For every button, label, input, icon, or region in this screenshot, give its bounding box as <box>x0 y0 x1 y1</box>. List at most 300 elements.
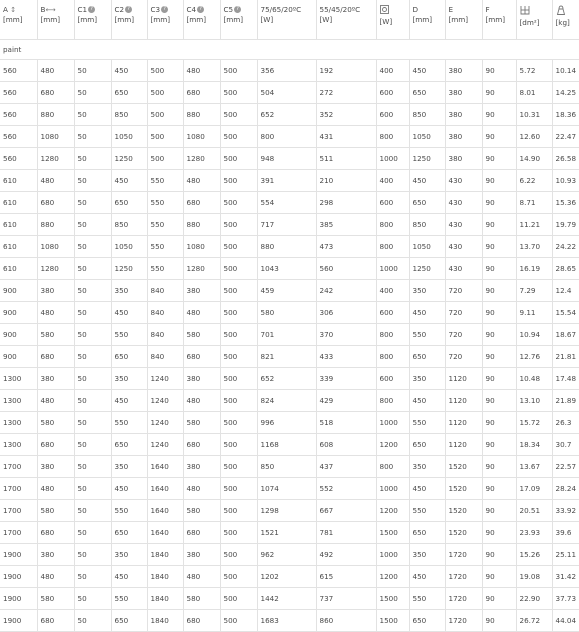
table-cell: 437 <box>316 456 376 478</box>
table-cell: 1050 <box>111 236 147 258</box>
table-cell: 350 <box>409 368 445 390</box>
table-cell: 1120 <box>445 434 482 456</box>
table-cell: 720 <box>445 280 482 302</box>
table-cell: 800 <box>376 324 409 346</box>
header-e-unit: [mm] <box>448 15 469 24</box>
table-cell: 500 <box>220 390 257 412</box>
table-cell: 24.22 <box>552 236 579 258</box>
table-cell: 90 <box>482 192 516 214</box>
table-cell: 22.47 <box>552 126 579 148</box>
table-cell: 50 <box>74 434 111 456</box>
table-cell: 1700 <box>0 478 37 500</box>
table-cell: 20.51 <box>516 500 552 522</box>
table-cell: 9.11 <box>516 302 552 324</box>
table-cell: 500 <box>220 126 257 148</box>
table-cell: 720 <box>445 324 482 346</box>
table-cell: 50 <box>74 324 111 346</box>
table-cell: 1640 <box>147 478 183 500</box>
header-d-unit: [mm] <box>412 15 433 24</box>
table-cell: 50 <box>74 126 111 148</box>
header-c5-label: C5 <box>223 5 234 14</box>
table-cell: 900 <box>0 346 37 368</box>
header-c1 <box>74 0 111 40</box>
table-cell: 12.76 <box>516 346 552 368</box>
table-cell: 610 <box>0 214 37 236</box>
table-cell: 1240 <box>147 434 183 456</box>
table-cell: 480 <box>37 390 74 412</box>
header-power-75-label: 75/65/20ºC <box>260 5 302 14</box>
table-cell: 492 <box>316 544 376 566</box>
table-cell: 450 <box>409 390 445 412</box>
table-cell: 615 <box>316 566 376 588</box>
table-cell: 1240 <box>147 412 183 434</box>
table-cell: 680 <box>183 610 220 632</box>
table-cell: 1520 <box>445 478 482 500</box>
table-cell: 840 <box>147 346 183 368</box>
header-power-55 <box>316 0 376 40</box>
table-cell: 10.94 <box>516 324 552 346</box>
table-cell: 450 <box>111 478 147 500</box>
table-cell: 31.42 <box>552 566 579 588</box>
table-cell: 370 <box>316 324 376 346</box>
table-row <box>0 104 579 126</box>
table-cell: 50 <box>74 368 111 390</box>
table-cell: 850 <box>409 104 445 126</box>
table-cell: 1300 <box>0 390 37 412</box>
table-row <box>0 346 579 368</box>
table-cell: 1500 <box>376 522 409 544</box>
table-cell: 12.4 <box>552 280 579 302</box>
table-cell: 600 <box>376 82 409 104</box>
header-f <box>482 0 516 40</box>
table-cell: 450 <box>409 302 445 324</box>
table-row <box>0 456 579 478</box>
table-cell: 1900 <box>0 544 37 566</box>
table-cell: 10.31 <box>516 104 552 126</box>
table-cell: 652 <box>257 104 316 126</box>
table-cell: 550 <box>111 412 147 434</box>
table-row <box>0 522 579 544</box>
table-cell: 500 <box>147 126 183 148</box>
table-cell: 680 <box>183 346 220 368</box>
table-cell: 650 <box>409 610 445 632</box>
table-cell: 550 <box>147 192 183 214</box>
info-icon[interactable]: ? <box>125 6 132 13</box>
table-cell: 18.34 <box>516 434 552 456</box>
table-cell: 1000 <box>376 412 409 434</box>
header-a-label: A <box>3 5 8 14</box>
table-cell: 948 <box>257 148 316 170</box>
table-cell: 15.36 <box>552 192 579 214</box>
table-cell: 16.19 <box>516 258 552 280</box>
table-cell: 1000 <box>376 544 409 566</box>
table-cell: 800 <box>376 390 409 412</box>
table-cell: 480 <box>183 478 220 500</box>
info-icon[interactable]: ? <box>197 6 204 13</box>
table-cell: 28.65 <box>552 258 579 280</box>
table-cell: 600 <box>376 302 409 324</box>
table-cell: 30.7 <box>552 434 579 456</box>
table-cell: 504 <box>257 82 316 104</box>
table-cell: 518 <box>316 412 376 434</box>
table-row <box>0 126 579 148</box>
width-arrow-icon: ⟷ <box>45 6 56 14</box>
header-c2-label: C2 <box>114 5 125 14</box>
header-weight-unit: [kg] <box>555 18 570 27</box>
table-cell: 1840 <box>147 610 183 632</box>
table-cell: 650 <box>111 346 147 368</box>
table-cell: 14.90 <box>516 148 552 170</box>
table-cell: 192 <box>316 60 376 82</box>
table-cell: 17.09 <box>516 478 552 500</box>
table-cell: 650 <box>111 610 147 632</box>
table-row <box>0 390 579 412</box>
table-cell: 1700 <box>0 456 37 478</box>
table-cell: 480 <box>37 566 74 588</box>
table-cell: 680 <box>37 522 74 544</box>
table-cell: 850 <box>409 214 445 236</box>
table-cell: 450 <box>409 566 445 588</box>
table-cell: 90 <box>482 610 516 632</box>
table-cell: 11.21 <box>516 214 552 236</box>
table-cell: 500 <box>220 280 257 302</box>
table-cell: 306 <box>316 302 376 324</box>
table-cell: 1080 <box>183 126 220 148</box>
table-cell: 500 <box>220 82 257 104</box>
table-row <box>0 60 579 82</box>
table-cell: 500 <box>220 412 257 434</box>
table-cell: 37.73 <box>552 588 579 610</box>
table-cell: 90 <box>482 258 516 280</box>
table-cell: 610 <box>0 192 37 214</box>
table-cell: 356 <box>257 60 316 82</box>
header-area <box>516 0 552 40</box>
table-cell: 450 <box>111 170 147 192</box>
table-cell: 350 <box>409 456 445 478</box>
table-cell: 1200 <box>376 566 409 588</box>
table-cell: 1120 <box>445 412 482 434</box>
table-cell: 50 <box>74 456 111 478</box>
table-cell: 380 <box>445 82 482 104</box>
table-row <box>0 368 579 390</box>
table-row <box>0 324 579 346</box>
table-cell: 1080 <box>37 126 74 148</box>
header-d-label: D <box>412 5 419 14</box>
table-cell: 15.54 <box>552 302 579 324</box>
table-cell: 720 <box>445 346 482 368</box>
table-cell: 39.6 <box>552 522 579 544</box>
table-cell: 50 <box>74 82 111 104</box>
table-cell: 600 <box>376 104 409 126</box>
table-cell: 500 <box>220 236 257 258</box>
table-cell: 580 <box>37 324 74 346</box>
table-cell: 22.90 <box>516 588 552 610</box>
table-cell: 500 <box>220 456 257 478</box>
table-cell: 1720 <box>445 610 482 632</box>
table-cell: 90 <box>482 126 516 148</box>
header-b-label: B <box>40 5 46 14</box>
header-row <box>0 0 579 40</box>
table-cell: 50 <box>74 192 111 214</box>
table-cell: 17.48 <box>552 368 579 390</box>
table-cell: 12.60 <box>516 126 552 148</box>
table-cell: 350 <box>409 544 445 566</box>
table-cell: 1640 <box>147 456 183 478</box>
weight-icon <box>556 5 566 18</box>
table-cell: 1050 <box>409 126 445 148</box>
section-row-paint <box>0 40 579 60</box>
table-cell: 380 <box>445 148 482 170</box>
table-cell: 15.26 <box>516 544 552 566</box>
table-row <box>0 478 579 500</box>
table-cell: 680 <box>37 610 74 632</box>
table-cell: 580 <box>183 324 220 346</box>
table-cell: 1520 <box>445 500 482 522</box>
table-cell: 800 <box>376 236 409 258</box>
header-b <box>37 0 74 40</box>
table-row <box>0 588 579 610</box>
table-cell: 500 <box>220 192 257 214</box>
table-cell: 500 <box>147 82 183 104</box>
table-cell: 600 <box>376 192 409 214</box>
table-cell: 824 <box>257 390 316 412</box>
table-cell: 90 <box>482 522 516 544</box>
table-cell: 667 <box>316 500 376 522</box>
table-cell: 380 <box>183 368 220 390</box>
radiator-area-icon <box>520 5 530 18</box>
table-cell: 1300 <box>0 412 37 434</box>
table-cell: 19.79 <box>552 214 579 236</box>
table-cell: 1300 <box>0 434 37 456</box>
table-cell: 550 <box>147 214 183 236</box>
table-cell: 1840 <box>147 588 183 610</box>
table-cell: 25.11 <box>552 544 579 566</box>
table-cell: 339 <box>316 368 376 390</box>
table-cell: 550 <box>147 258 183 280</box>
table-cell: 50 <box>74 280 111 302</box>
header-c4-unit: [mm] <box>186 15 207 24</box>
header-c5-unit: [mm] <box>223 15 244 24</box>
table-row <box>0 148 579 170</box>
table-cell: 1250 <box>409 148 445 170</box>
header-c2 <box>111 0 147 40</box>
table-cell: 1120 <box>445 390 482 412</box>
table-cell: 350 <box>111 368 147 390</box>
info-icon[interactable]: ? <box>161 6 168 13</box>
table-cell: 50 <box>74 412 111 434</box>
table-cell: 900 <box>0 302 37 324</box>
table-cell: 21.89 <box>552 390 579 412</box>
header-power-w <box>376 0 409 40</box>
table-cell: 480 <box>183 390 220 412</box>
table-cell: 14.25 <box>552 82 579 104</box>
table-cell: 13.10 <box>516 390 552 412</box>
table-cell: 391 <box>257 170 316 192</box>
table-cell: 1080 <box>183 236 220 258</box>
table-cell: 50 <box>74 610 111 632</box>
table-cell: 500 <box>220 148 257 170</box>
table-cell: 500 <box>220 478 257 500</box>
table-cell: 21.81 <box>552 346 579 368</box>
table-cell: 650 <box>111 522 147 544</box>
info-icon[interactable]: ? <box>234 6 241 13</box>
table-cell: 800 <box>376 214 409 236</box>
table-cell: 90 <box>482 368 516 390</box>
table-cell: 90 <box>482 148 516 170</box>
header-f-unit: [mm] <box>485 15 506 24</box>
table-cell: 560 <box>316 258 376 280</box>
table-cell: 500 <box>220 60 257 82</box>
table-cell: 50 <box>74 214 111 236</box>
table-cell: 1280 <box>183 148 220 170</box>
table-cell: 272 <box>316 82 376 104</box>
table-cell: 1000 <box>376 478 409 500</box>
header-c1-label: C1 <box>77 5 88 14</box>
table-cell: 680 <box>37 192 74 214</box>
table-cell: 1240 <box>147 390 183 412</box>
table-cell: 1640 <box>147 500 183 522</box>
table-cell: 1640 <box>147 522 183 544</box>
table-cell: 1720 <box>445 566 482 588</box>
table-cell: 500 <box>220 544 257 566</box>
table-row <box>0 280 579 302</box>
table-cell: 701 <box>257 324 316 346</box>
table-cell: 90 <box>482 302 516 324</box>
header-c5 <box>220 0 257 40</box>
table-cell: 560 <box>0 60 37 82</box>
table-cell: 650 <box>409 82 445 104</box>
table-cell: 90 <box>482 60 516 82</box>
table-cell: 680 <box>183 192 220 214</box>
table-cell: 50 <box>74 236 111 258</box>
table-row <box>0 500 579 522</box>
header-power-w-unit: [W] <box>379 17 393 26</box>
table-cell: 880 <box>257 236 316 258</box>
table-cell: 650 <box>409 346 445 368</box>
table-cell: 380 <box>445 104 482 126</box>
table-cell: 26.58 <box>552 148 579 170</box>
table-cell: 550 <box>111 500 147 522</box>
table-cell: 500 <box>220 368 257 390</box>
table-cell: 1050 <box>409 236 445 258</box>
header-c3 <box>147 0 183 40</box>
table-cell: 380 <box>183 544 220 566</box>
table-cell: 1520 <box>445 456 482 478</box>
table-cell: 500 <box>220 258 257 280</box>
table-cell: 33.92 <box>552 500 579 522</box>
table-cell: 1700 <box>0 522 37 544</box>
table-cell: 500 <box>220 500 257 522</box>
table-cell: 90 <box>482 412 516 434</box>
table-cell: 880 <box>183 214 220 236</box>
table-cell: 50 <box>74 60 111 82</box>
header-power-75 <box>257 0 316 40</box>
table-cell: 380 <box>445 126 482 148</box>
table-cell: 50 <box>74 258 111 280</box>
table-cell: 1442 <box>257 588 316 610</box>
header-power-55-unit: [W] <box>319 15 333 24</box>
table-cell: 450 <box>111 566 147 588</box>
table-cell: 1200 <box>376 500 409 522</box>
table-row <box>0 566 579 588</box>
table-cell: 210 <box>316 170 376 192</box>
header-c2-unit: [mm] <box>114 15 135 24</box>
table-cell: 400 <box>376 280 409 302</box>
table-cell: 90 <box>482 566 516 588</box>
table-cell: 380 <box>37 280 74 302</box>
table-cell: 680 <box>37 346 74 368</box>
table-cell: 450 <box>409 478 445 500</box>
table-cell: 433 <box>316 346 376 368</box>
table-cell: 430 <box>445 170 482 192</box>
table-cell: 500 <box>147 104 183 126</box>
table-cell: 26.3 <box>552 412 579 434</box>
table-cell: 380 <box>37 544 74 566</box>
table-body <box>0 40 579 632</box>
table-cell: 608 <box>316 434 376 456</box>
table-cell: 580 <box>37 500 74 522</box>
table-cell: 1250 <box>111 258 147 280</box>
header-a <box>0 0 37 40</box>
table-cell: 1900 <box>0 566 37 588</box>
table-row <box>0 610 579 632</box>
table-cell: 450 <box>409 60 445 82</box>
table-cell: 350 <box>111 456 147 478</box>
table-cell: 1720 <box>445 544 482 566</box>
table-cell: 385 <box>316 214 376 236</box>
table-row <box>0 258 579 280</box>
table-cell: 480 <box>183 60 220 82</box>
table-cell: 652 <box>257 368 316 390</box>
table-cell: 90 <box>482 280 516 302</box>
table-cell: 350 <box>111 280 147 302</box>
table-cell: 680 <box>37 82 74 104</box>
table-cell: 554 <box>257 192 316 214</box>
table-cell: 90 <box>482 588 516 610</box>
table-header <box>0 0 579 40</box>
table-cell: 480 <box>183 170 220 192</box>
table-cell: 560 <box>0 104 37 126</box>
info-icon[interactable]: ? <box>88 6 95 13</box>
table-cell: 90 <box>482 324 516 346</box>
table-cell: 500 <box>147 148 183 170</box>
table-cell: 400 <box>376 170 409 192</box>
header-e <box>445 0 482 40</box>
table-cell: 1521 <box>257 522 316 544</box>
table-cell: 90 <box>482 170 516 192</box>
table-cell: 90 <box>482 346 516 368</box>
table-cell: 450 <box>409 170 445 192</box>
table-cell: 431 <box>316 126 376 148</box>
table-cell: 480 <box>37 60 74 82</box>
table-row <box>0 302 579 324</box>
table-cell: 1080 <box>37 236 74 258</box>
table-cell: 880 <box>37 214 74 236</box>
table-cell: 6.22 <box>516 170 552 192</box>
table-cell: 400 <box>376 60 409 82</box>
table-cell: 18.67 <box>552 324 579 346</box>
table-cell: 90 <box>482 544 516 566</box>
table-cell: 44.04 <box>552 610 579 632</box>
table-cell: 550 <box>409 588 445 610</box>
table-cell: 1120 <box>445 368 482 390</box>
table-cell: 500 <box>220 302 257 324</box>
table-cell: 1280 <box>37 148 74 170</box>
table-cell: 650 <box>409 434 445 456</box>
table-cell: 1298 <box>257 500 316 522</box>
table-cell: 19.08 <box>516 566 552 588</box>
table-cell: 1700 <box>0 500 37 522</box>
